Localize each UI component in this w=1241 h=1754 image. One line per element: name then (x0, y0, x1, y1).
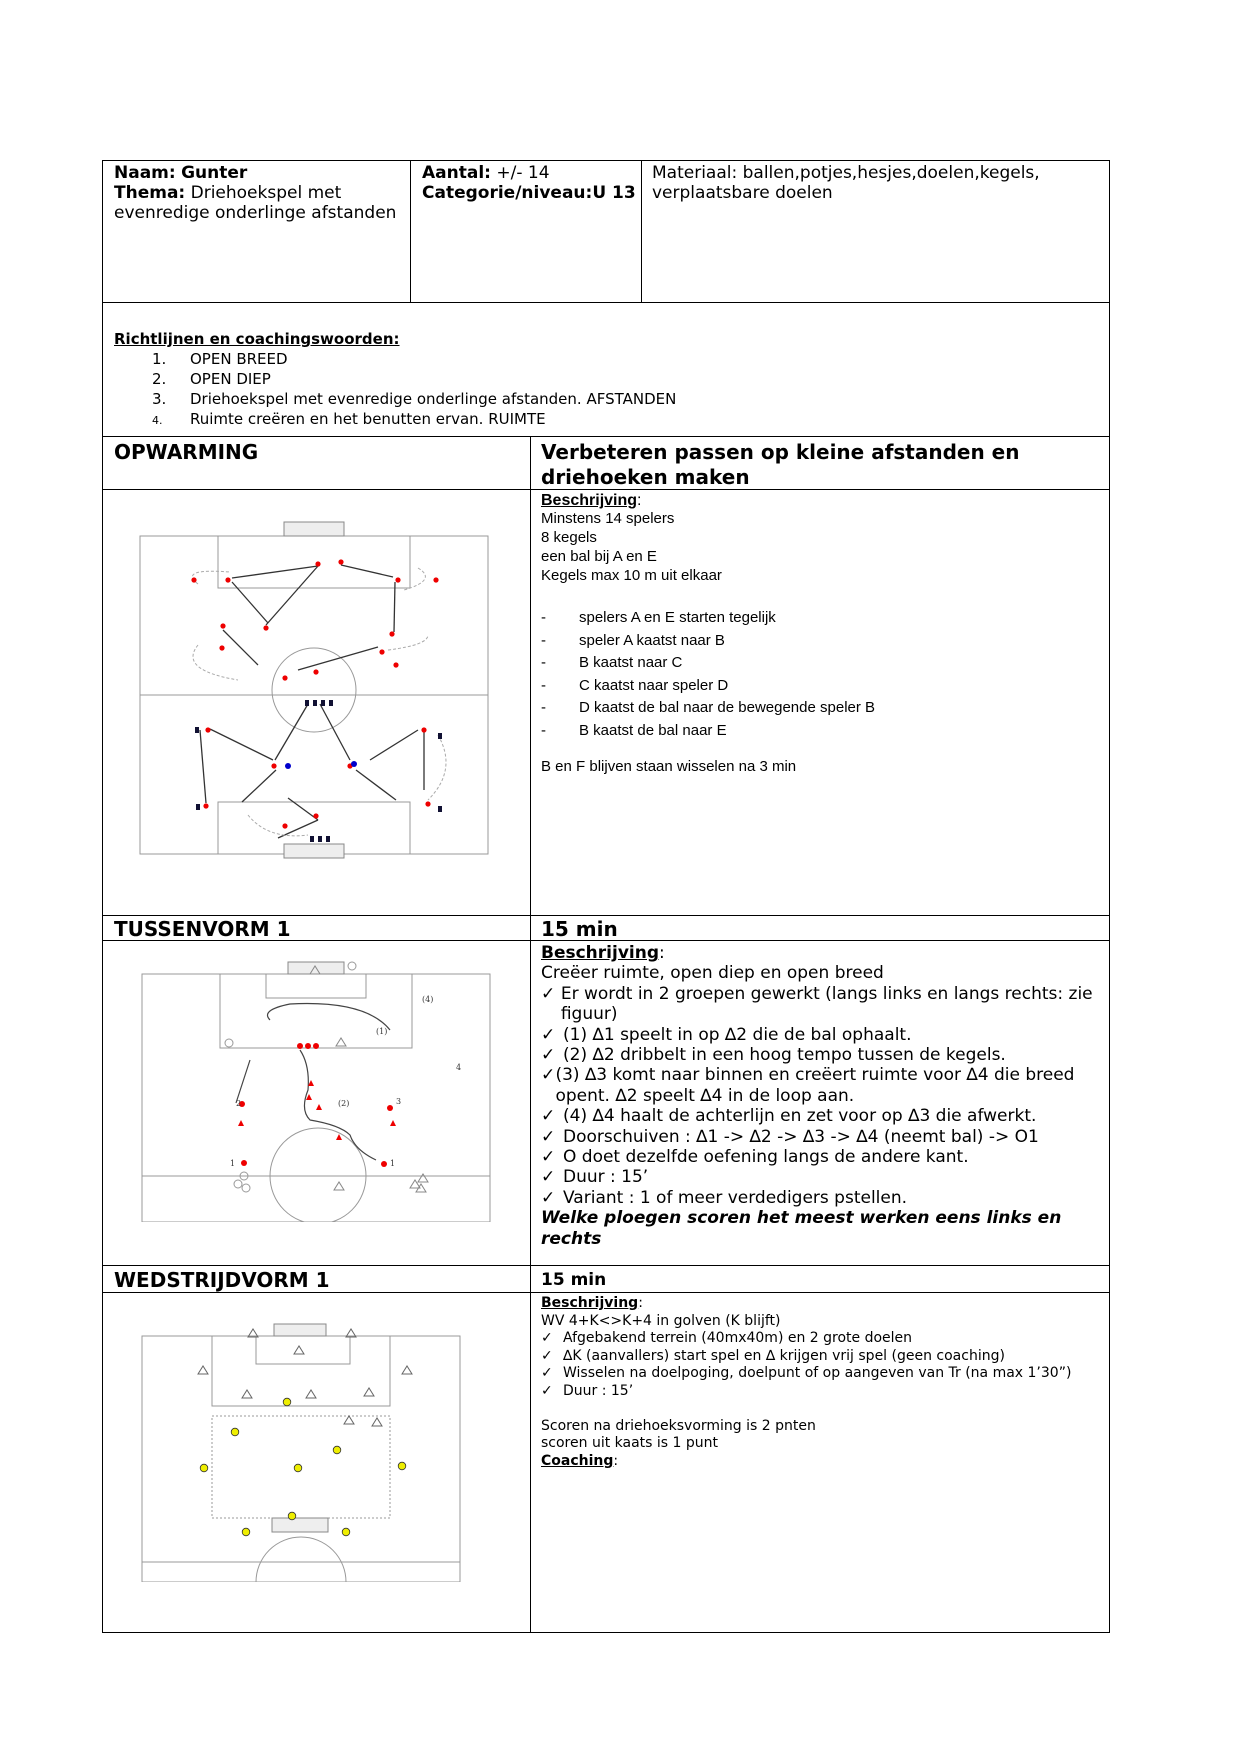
opwarming-subtitle: Verbeteren passen op kleine afstanden en driehoeken maken (541, 440, 1020, 489)
list-item: ✓ (4) ∆4 haalt de achterlijn en zet voor op ∆3 die afwerkt. (541, 1106, 1037, 1127)
diagram-number: 1 (390, 1159, 396, 1168)
opwarming-title: OPWARMING (114, 440, 259, 464)
description-label: Beschrijving (541, 492, 638, 509)
list-item: ✓ Duur : 15’ (541, 1382, 634, 1399)
intro-line: Minstens 14 spelers (541, 510, 675, 527)
list-item: ✓ (2) ∆2 dribbelt in een hoog tempo tussen de kegels. (541, 1045, 1006, 1066)
coaching-label: Coaching (541, 1452, 614, 1469)
list-item: 1. OPEN BREED (152, 350, 288, 368)
step-item: - speler A kaatst naar B (541, 631, 725, 649)
divider (641, 160, 642, 303)
pitch-diagram-2 (140, 960, 494, 1222)
step-item: - B kaatst de bal naar E (541, 721, 727, 739)
intro-line: 8 kegels (541, 529, 597, 546)
material-text: Materiaal: ballen,potjes,hesjes,doelen,kegels, verplaatsbare doelen (652, 163, 1040, 203)
step-item: - B kaatst naar C (541, 654, 683, 671)
diagram-number: 4 (456, 1063, 462, 1072)
list-item: ✓ O doet dezelfde oefening langs de andere kant. (541, 1147, 969, 1168)
diagram-number: 1 (230, 1159, 236, 1168)
pitch-diagram-1 (138, 520, 492, 860)
name-value: Gunter (181, 163, 248, 183)
theme-value: Driehoekspel met evenredige onderlinge afstanden (114, 183, 397, 223)
tussenvorm-duration: 15 min (541, 917, 618, 941)
header-count-cell (422, 163, 636, 203)
tussenvorm-title: TUSSENVORM 1 (114, 917, 291, 941)
name-label: Naam: (114, 163, 176, 183)
divider (530, 436, 531, 1633)
list-item: 3. Driehoekspel met evenredige onderlinge afstanden. AFSTANDEN (152, 390, 677, 408)
divider (410, 160, 411, 303)
list-item: ✓ Duur : 15’ (541, 1167, 649, 1188)
wedstrijdvorm-duration: 15 min (541, 1270, 607, 1290)
divider (102, 1292, 1110, 1293)
wedstrijdvorm-diagram (140, 1320, 462, 1582)
description-label: Beschrijving (541, 1295, 639, 1311)
opwarming-diagram (138, 520, 492, 860)
count-label: Aantal: (422, 163, 491, 183)
list-item: ✓ ∆K (aanvallers) start spel en ∆ krijgen vrij spel (geen coaching) (541, 1347, 1005, 1364)
intro-line: WV 4+K<>K+4 in golven (K blijft) (541, 1312, 781, 1329)
list-item: ✓ Afgebakend terrein (40mx40m) en 2 grote doelen (541, 1330, 913, 1347)
tussenvorm-description: Beschrijving: Creëer ruimte, open diep en open breed ✓ Er wordt in 2 groepen gewerkt (langs links en langs rechts: zie figuur) ✓ (1) ∆1 speelt in op ∆2 die de bal ophaalt. ✓ (2) ∆2 dribbelt in een hoog tempo tussen de kegels. ✓ (3) ∆3 komt naar binnen en creëert ruimte voor ∆4 die breed opent. ∆2 speelt ∆4 in de loop aan. ✓ (4) ∆4 haalt de achterlijn en zet voor op ∆3 die afwerkt. ✓ Doorschuiven : ∆1 -> ∆2 -> ∆3 -> ∆4 (neemt bal) -> O1 ✓ O doet dezelfde oefening langs de andere kant. ✓ Duur : 15’ ✓ Variant : 1 of meer verdedigers pstellen. Welke ploegen scoren het meest werken eens links en rechts (541, 943, 1096, 1249)
step-item: - spelers A en E starten tegelijk (541, 609, 776, 626)
list-item: 2. OPEN DIEP (152, 370, 271, 388)
diagram-number: 2 (236, 1099, 242, 1108)
list-item: ✓ Er wordt in 2 groepen gewerkt (langs links en langs rechts: zie figuur) (541, 983, 1093, 1025)
step-item: - C kaatst naar speler D (541, 676, 729, 694)
list-item: ✓ Doorschuiven : ∆1 -> ∆2 -> ∆3 -> ∆4 (neemt bal) -> O1 (541, 1126, 1039, 1147)
intro-line: een bal bij A en E (541, 548, 657, 565)
divider (102, 915, 1110, 916)
category-value: U 13 (592, 183, 636, 203)
guidelines-list (152, 350, 1094, 428)
diagram-number: 3 (396, 1097, 402, 1106)
header-material-cell (652, 163, 1102, 203)
intro-line: Creëer ruimte, open diep en open breed (541, 963, 884, 984)
step-item: - D kaatst de bal naar de bewegende speler B (541, 699, 876, 716)
diagram-code: (4) (422, 995, 434, 1004)
closing-question: Welke ploegen scoren het meest werken eens links en rechts (541, 1208, 1062, 1249)
score-line: scoren uit kaats is 1 punt (541, 1435, 719, 1452)
list-item: 4. Ruimte creëren en het benutten ervan. RUIMTE (152, 410, 546, 428)
list-item: ✓ (3) ∆3 komt naar binnen en creëert ruimte voor ∆4 die breed opent. ∆2 speelt ∆4 in de loop aan. (541, 1065, 1075, 1106)
count-value: +/- 14 (496, 163, 550, 183)
list-item: ✓ Variant : 1 of meer verdedigers pstellen. (541, 1187, 908, 1208)
wedstrijdvorm-title: WEDSTRIJDVORM 1 (114, 1268, 330, 1292)
guidelines (114, 330, 1094, 428)
diagram-code: (2) (338, 1099, 350, 1108)
list-item: ✓ (1) ∆1 speelt in op ∆2 die de bal ophaalt. (541, 1024, 912, 1045)
list-item: ✓ Wisselen na doelpoging, doelpunt of op aangeven van Tr (na max 1’30”) (541, 1365, 1072, 1382)
opwarming-description: Beschrijving: Minstens 14 spelers 8 kegels een bal bij A en E Kegels max 10 m uit elkaar - spelers A en E starten tegelijk - speler A kaatst naar B - B kaatst naar C - C kaatst naar speler D - D kaatst de bal naar de bewegende speler B - B kaatst de bal naar E B en F blijven staan wisselen na 3 min (541, 492, 1101, 775)
pitch-diagram-3 (140, 1320, 462, 1582)
footer-line: B en F blijven staan wisselen na 3 min (541, 758, 797, 775)
theme-label: Thema: (114, 183, 186, 203)
divider (102, 1265, 1110, 1266)
score-line: Scoren na driehoeksvorming is 2 pnten (541, 1417, 816, 1434)
description-label: Beschrijving (541, 943, 660, 963)
guidelines-title: Richtlijnen en coachingswoorden: (114, 330, 400, 348)
tussenvorm-diagram (140, 960, 494, 1222)
intro-line: Kegels max 10 m uit elkaar (541, 567, 722, 584)
diagram-code: (1) (376, 1027, 388, 1036)
header-name-cell (114, 163, 404, 223)
wedstrijdvorm-description: Beschrijving: WV 4+K<>K+4 in golven (K blijft) ✓ Afgebakend terrein (40mx40m) en 2 grote doelen ✓ ∆K (aanvallers) start spel en ∆ krijgen vrij spel (geen coaching) ✓ Wisselen na doelpoging, doelpunt of op aangeven van Tr (na max 1’30”) ✓ Duur : 15’ Scoren na driehoeksvorming is 2 pnten scoren uit kaats is 1 punt Coaching: (541, 1295, 1096, 1470)
category-label: Categorie/niveau: (422, 183, 593, 203)
